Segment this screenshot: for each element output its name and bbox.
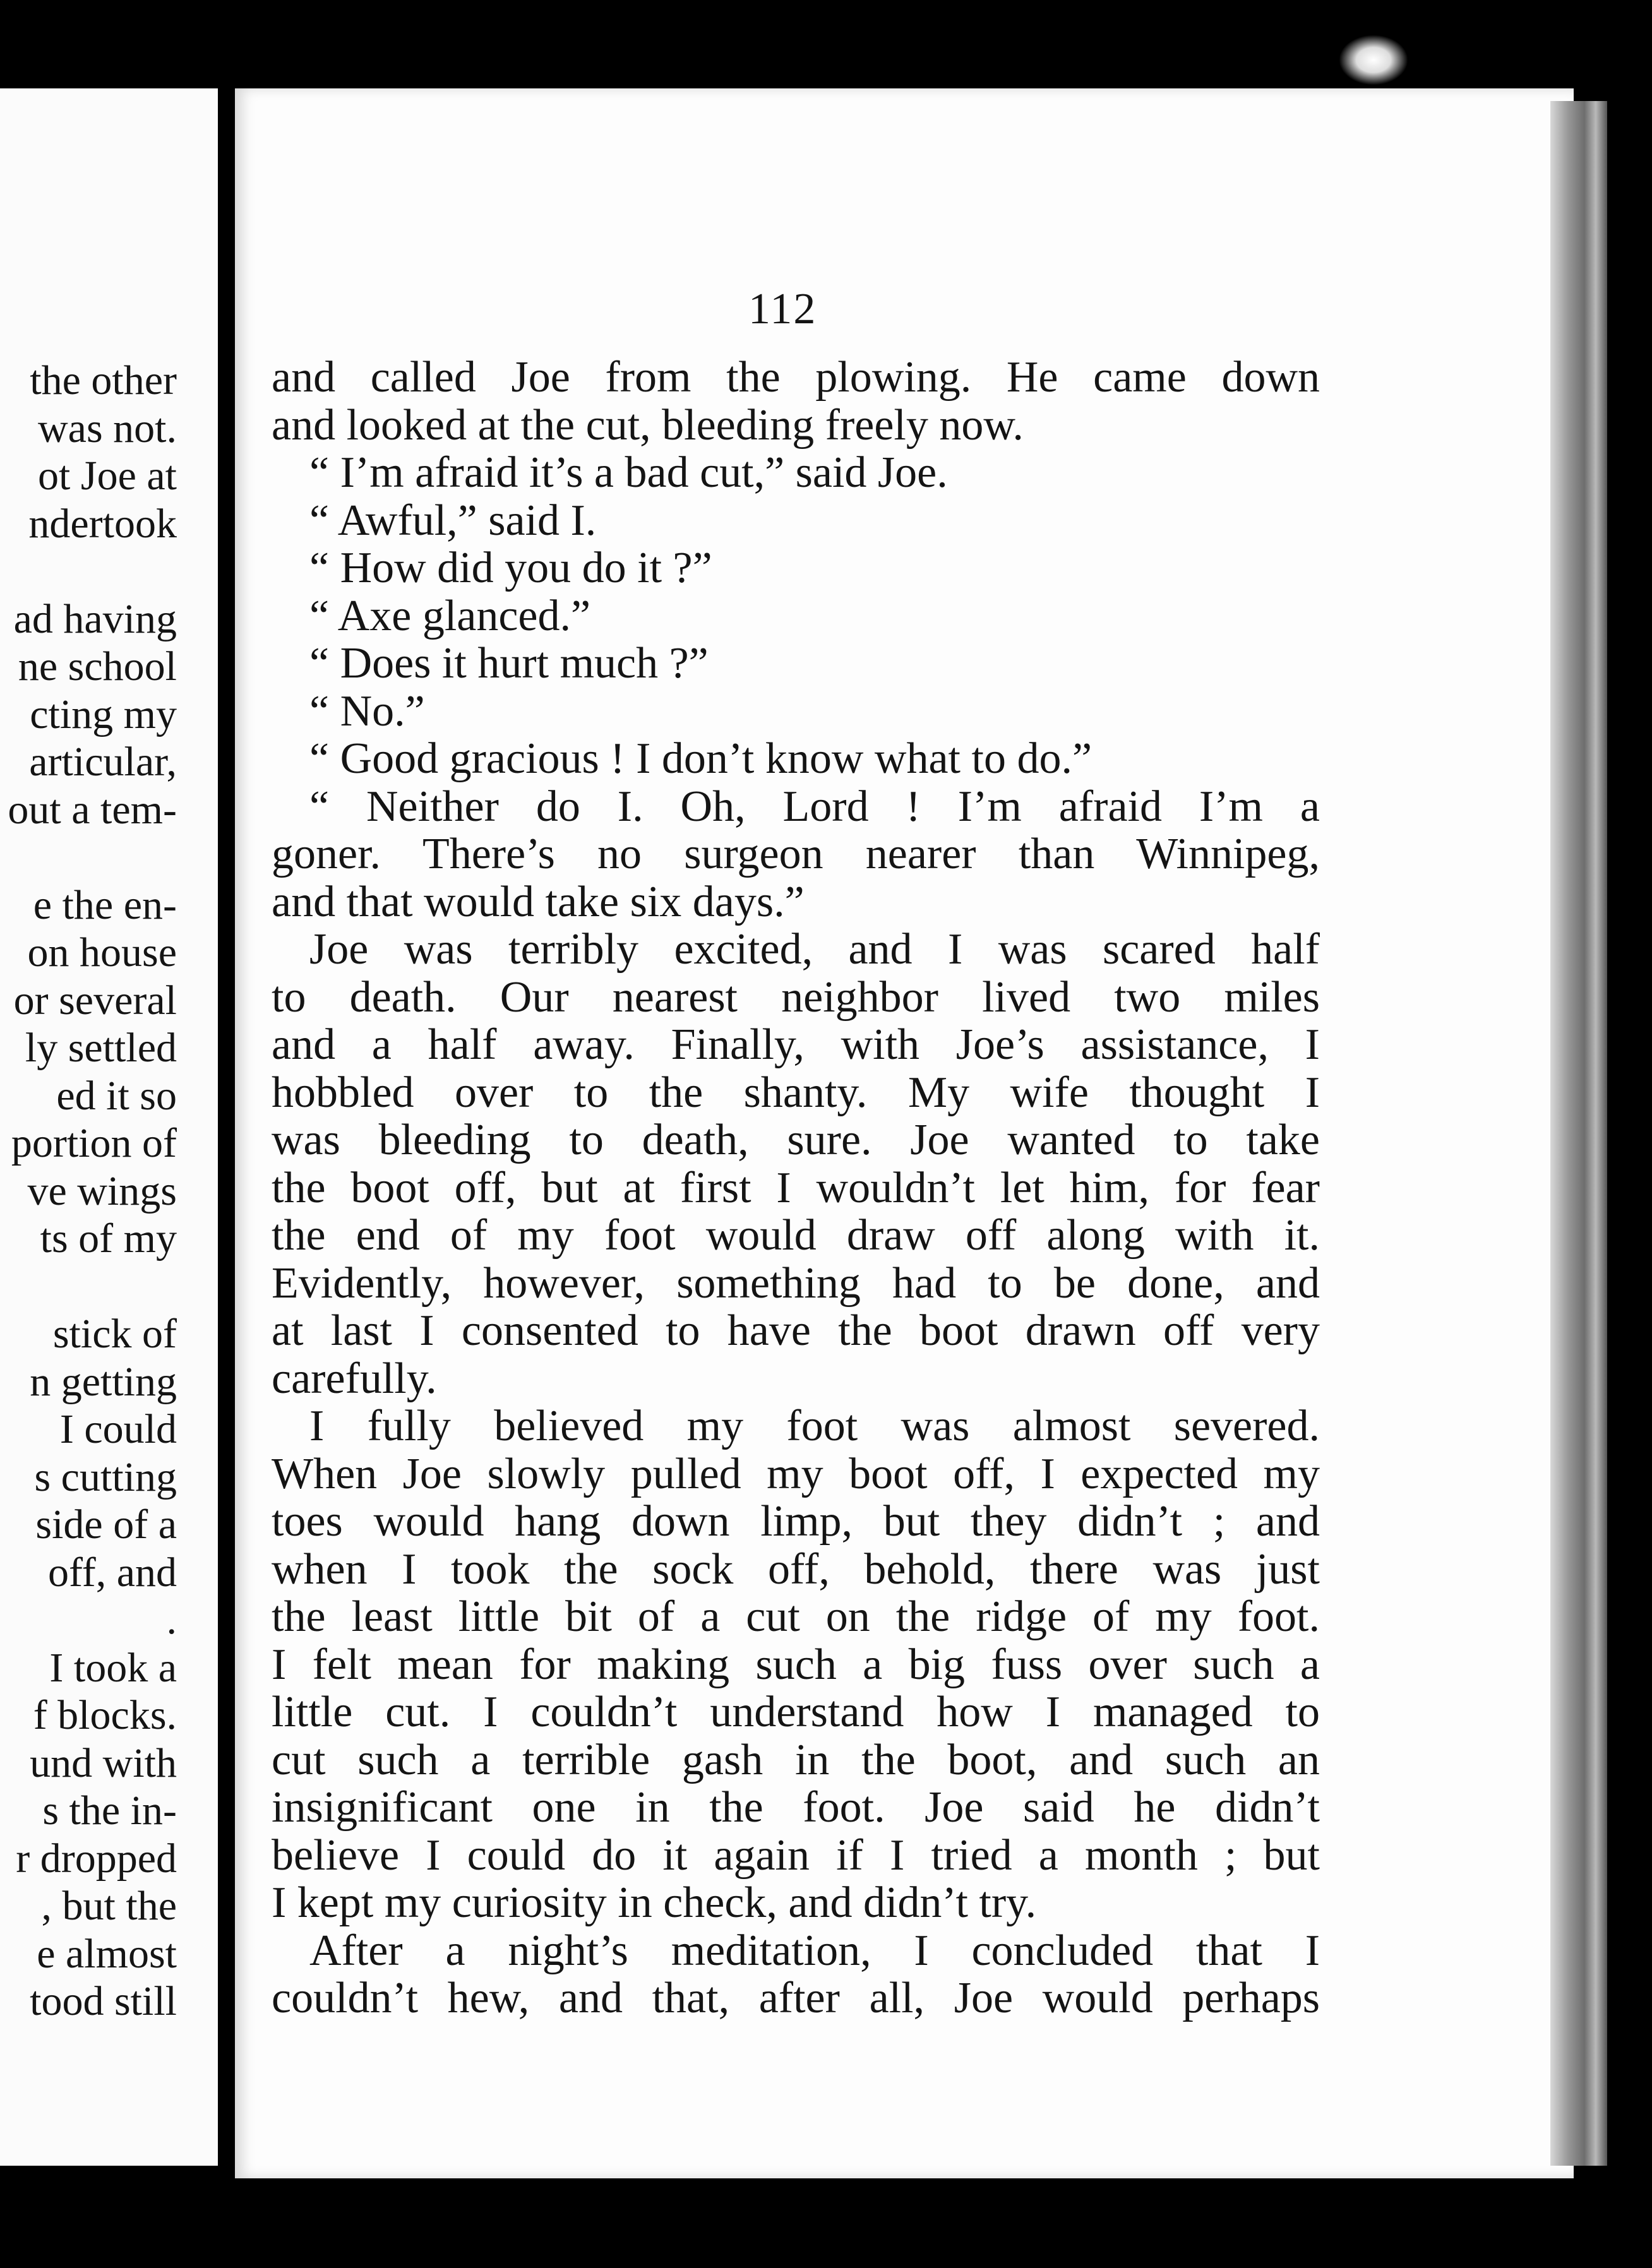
left-page-line: .: [166, 1597, 177, 1643]
left-page-line: I could: [59, 1406, 177, 1452]
light-flare: [1339, 35, 1408, 85]
text-line: After a night’s meditation, I concluded that I: [309, 1926, 1320, 1975]
text-line: I fully believed my foot was almost severed.: [309, 1402, 1320, 1450]
text-line: insignificant one in the foot. Joe said he didn’t: [272, 1783, 1320, 1832]
left-page-line: ndertook: [28, 500, 177, 547]
left-page-line: articular,: [29, 739, 177, 785]
text-line: Evidently, however, something had to be done, and: [272, 1258, 1320, 1308]
text-line: believe I could do it again if I tried a month ; but: [272, 1830, 1320, 1880]
text-line: and a half away. Finally, with Joe’s assistance, I: [272, 1020, 1320, 1069]
text-line: and called Joe from the plowing. He came down: [272, 353, 1320, 402]
left-page-line: s cutting: [34, 1453, 177, 1500]
left-page-line: ve wings: [27, 1167, 177, 1214]
left-page-line: portion of: [11, 1120, 177, 1166]
left-page-line: ne school: [18, 643, 177, 689]
page-edge: [1550, 101, 1607, 2166]
text-line: the end of my foot would draw off along with it.: [272, 1211, 1320, 1260]
left-page-line: I took a: [49, 1644, 177, 1691]
left-page-line: ot Joe at: [38, 453, 177, 499]
text-line: little cut. I couldn’t understand how I managed to: [272, 1688, 1320, 1736]
left-page-line: ts of my: [40, 1215, 177, 1262]
left-page-line: stick of: [52, 1311, 177, 1357]
left-page-line: tood still: [30, 1978, 177, 2024]
text-line: hobbled over to the shanty. My wife thought I: [272, 1068, 1320, 1117]
text-line: “ Awful,” said I.: [309, 496, 597, 545]
left-page-fragment: [0, 88, 218, 2166]
text-line: I felt mean for making such a big fuss over such a: [272, 1640, 1320, 1689]
left-page-line: e almost: [37, 1930, 177, 1977]
text-line: the boot off, but at first I wouldn’t let him, for fear: [272, 1163, 1320, 1212]
left-page-line: was not.: [38, 405, 177, 451]
text-line: “ No.”: [309, 686, 425, 736]
text-line: Joe was terribly excited, and I was scared half: [309, 925, 1320, 974]
left-page-line: s the in-: [42, 1788, 177, 1834]
text-line: “ Neither do I. Oh, Lord ! I’m afraid I’m a: [309, 782, 1320, 831]
left-page-line: ly settled: [25, 1025, 177, 1071]
left-page-line: r dropped: [16, 1835, 177, 1882]
left-page-line: ad having: [13, 595, 177, 642]
left-page-line: off, and: [47, 1549, 177, 1596]
left-page-line: n getting: [30, 1358, 177, 1405]
left-page-line: or several: [13, 977, 177, 1024]
text-line: couldn’t hew, and that, after all, Joe would perhaps: [272, 1974, 1320, 2022]
left-page-line: , but the: [41, 1883, 177, 1929]
text-line: to death. Our nearest neighbor lived two miles: [272, 972, 1320, 1022]
text-line: “ How did you do it ?”: [309, 544, 712, 592]
left-page-line: ed it so: [56, 1072, 177, 1119]
left-page-line: cting my: [30, 691, 177, 737]
left-page-line: e the en-: [33, 881, 177, 928]
text-line: I kept my curiosity in check, and didn’t try.: [272, 1878, 1037, 1927]
text-line: “ I’m afraid it’s a bad cut,” said Joe.: [309, 448, 948, 497]
left-page-line: und with: [30, 1740, 177, 1786]
text-line: at last I consented to have the boot drawn off very: [272, 1306, 1320, 1355]
text-line: “ Good gracious ! I don’t know what to do.”: [309, 734, 1092, 783]
text-line: “ Does it hurt much ?”: [309, 639, 709, 688]
text-line: goner. There’s no surgeon nearer than Winnipeg,: [272, 830, 1320, 878]
text-line: toes would hang down limp, but they didn’t ; and: [272, 1497, 1320, 1546]
text-line: the least little bit of a cut on the ridge of my foot.: [272, 1592, 1320, 1641]
left-page-line: f blocks.: [33, 1692, 177, 1738]
text-line: cut such a terrible gash in the boot, and such an: [272, 1735, 1320, 1784]
text-line: and looked at the cut, bleeding freely now.: [272, 400, 1024, 450]
text-line: was bleeding to death, sure. Joe wanted to take: [272, 1116, 1320, 1164]
left-page-line: the other: [30, 357, 177, 403]
left-page-line: on house: [27, 929, 177, 976]
left-page-line: side of a: [35, 1501, 177, 1548]
text-line: when I took the sock off, behold, there was just: [272, 1544, 1320, 1594]
left-page-line: out a tem-: [8, 786, 177, 833]
text-line: “ Axe glanced.”: [309, 591, 591, 640]
page-number: 112: [748, 285, 817, 333]
text-line: and that would take six days.”: [272, 877, 805, 926]
text-line: carefully.: [272, 1354, 437, 1403]
text-line: When Joe slowly pulled my boot off, I expected my: [272, 1449, 1320, 1498]
book-gutter: [218, 82, 236, 2185]
